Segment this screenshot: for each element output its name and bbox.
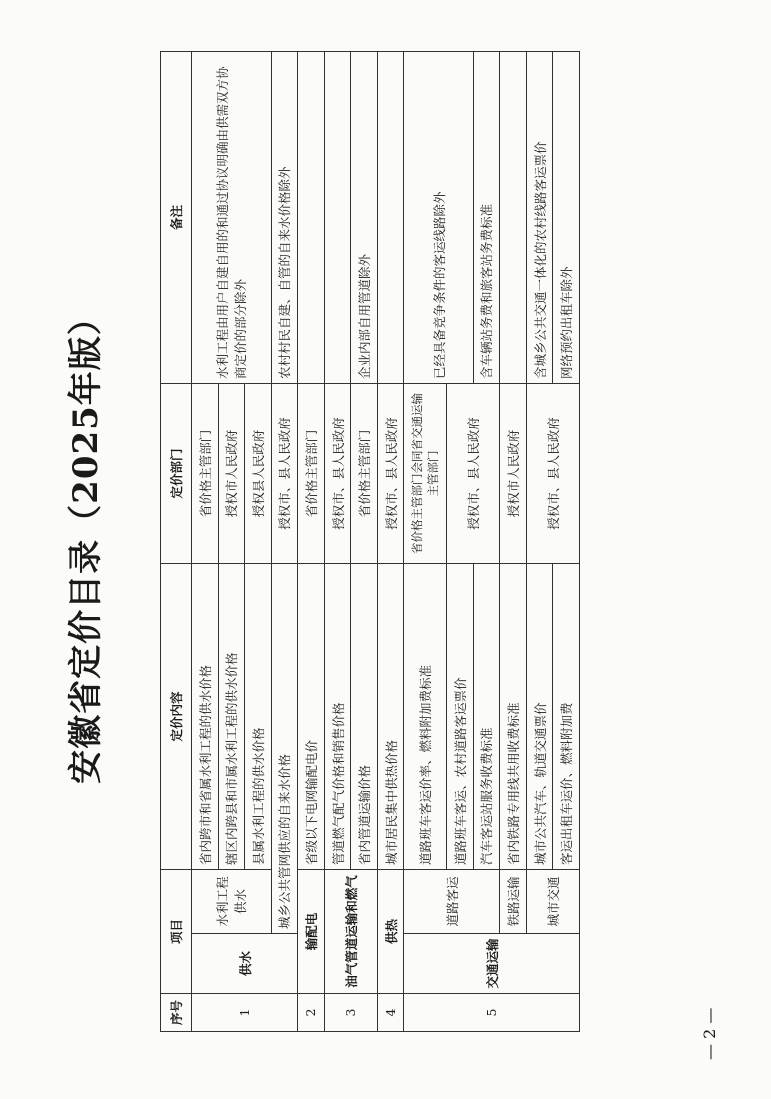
document-title: 安徽省定价目录（2025年版） xyxy=(66,300,106,784)
header-project: 项目 xyxy=(161,869,192,993)
table-row xyxy=(377,51,404,1031)
pricing-content: 省内跨市和省属水利工程的供水价格 xyxy=(192,563,219,869)
page-number: — 2 — xyxy=(700,1007,719,1060)
project-name: 交通运输 xyxy=(404,934,580,994)
pricing-content: 汽车客运站服务收费标准 xyxy=(473,563,500,869)
row-number: 2 xyxy=(298,994,325,1032)
pricing-content: 管道燃气配气价格和销售价格 xyxy=(324,563,351,869)
pricing-catalog-table xyxy=(160,51,580,1032)
pricing-content: 县属水利工程的供水价格 xyxy=(245,563,272,869)
row-number: 4 xyxy=(377,994,404,1032)
header-dept: 定价部门 xyxy=(161,383,192,563)
note: 已经具备竞争条件的客运线路除外 xyxy=(404,51,473,383)
pricing-dept: 省价格主管部门 xyxy=(298,383,325,563)
pricing-content: 省内管道运输价格 xyxy=(351,563,378,869)
pricing-dept: 授权市、县人民政府 xyxy=(324,383,351,563)
sub-project: 道路客运 xyxy=(404,869,500,933)
table-row xyxy=(192,51,219,1031)
note xyxy=(324,51,351,383)
note xyxy=(377,51,404,383)
rotated-content xyxy=(62,52,582,1032)
header-no: 序号 xyxy=(161,994,192,1032)
header-content: 定价内容 xyxy=(161,563,192,869)
pricing-dept: 授权市、县人民政府 xyxy=(526,383,579,563)
note xyxy=(500,51,527,383)
project-name: 供水 xyxy=(192,934,298,994)
table-row xyxy=(271,51,298,1031)
pricing-content: 省内铁路专用线共用收费标准 xyxy=(500,563,527,869)
note: 水利工程由用户自建自用的和通过协议明确由供需双方协商定价的部分除外 xyxy=(192,51,272,383)
project-name: 油气管道运输和燃气 xyxy=(324,869,377,993)
pricing-content: 城乡公共管网供应的自来水价格 xyxy=(271,563,298,933)
pricing-content: 城市公共汽车、轨道交通票价 xyxy=(526,563,553,869)
sub-project: 水利工程供水 xyxy=(192,869,272,933)
page-number-box xyxy=(700,1000,740,1080)
table-row xyxy=(526,51,553,1031)
pricing-dept: 授权市、县人民政府 xyxy=(447,383,500,563)
row-number: 1 xyxy=(192,994,298,1032)
table-row xyxy=(324,51,351,1031)
sub-project: 铁路运输 xyxy=(500,869,527,933)
pricing-dept: 授权市、县人民政府 xyxy=(377,383,404,563)
project-name: 输配电 xyxy=(298,869,325,993)
pricing-dept: 省价格主管部门会同省交通运输主管部门 xyxy=(404,383,447,563)
header-note: 备注 xyxy=(161,51,192,383)
project-name: 供热 xyxy=(377,869,404,993)
row-number: 5 xyxy=(404,994,580,1032)
table-row xyxy=(298,51,325,1031)
pricing-content: 客运出租车运价、燃料附加费 xyxy=(553,563,580,869)
pricing-dept: 省价格主管部门 xyxy=(192,383,219,563)
pricing-content: 城市居民集中供热价格 xyxy=(377,563,404,869)
pricing-content: 道路班车客运价率、燃料附加费标准 xyxy=(404,563,447,869)
table-row xyxy=(500,51,527,1031)
pricing-dept: 授权市人民政府 xyxy=(218,383,245,563)
pricing-dept: 授权市、县人民政府 xyxy=(271,383,298,563)
note xyxy=(298,51,325,383)
pricing-dept: 省价格主管部门 xyxy=(351,383,378,563)
note: 含车辆站务费和旅客站务费标准 xyxy=(473,51,500,383)
table-row xyxy=(404,51,447,1031)
row-number: 3 xyxy=(324,994,377,1032)
pricing-content: 省级以下电网输配电价 xyxy=(298,563,325,869)
note: 企业内部自用管道除外 xyxy=(351,51,378,383)
sub-project: 城市交通 xyxy=(526,869,579,933)
note: 含城乡公共交通一体化的农村线路客运票价 xyxy=(526,51,553,383)
pricing-content: 道路班车客运、农村道路客运票价 xyxy=(447,563,474,869)
table-header-row xyxy=(161,51,192,1031)
pricing-dept: 授权县人民政府 xyxy=(245,383,272,563)
pricing-content: 辖区内跨县和市属水利工程的供水价格 xyxy=(218,563,245,869)
note: 农村村民自建、自管的自来水价格除外 xyxy=(271,51,298,383)
pricing-dept: 授权市人民政府 xyxy=(500,383,527,563)
note: 网络预约出租车除外 xyxy=(553,51,580,383)
